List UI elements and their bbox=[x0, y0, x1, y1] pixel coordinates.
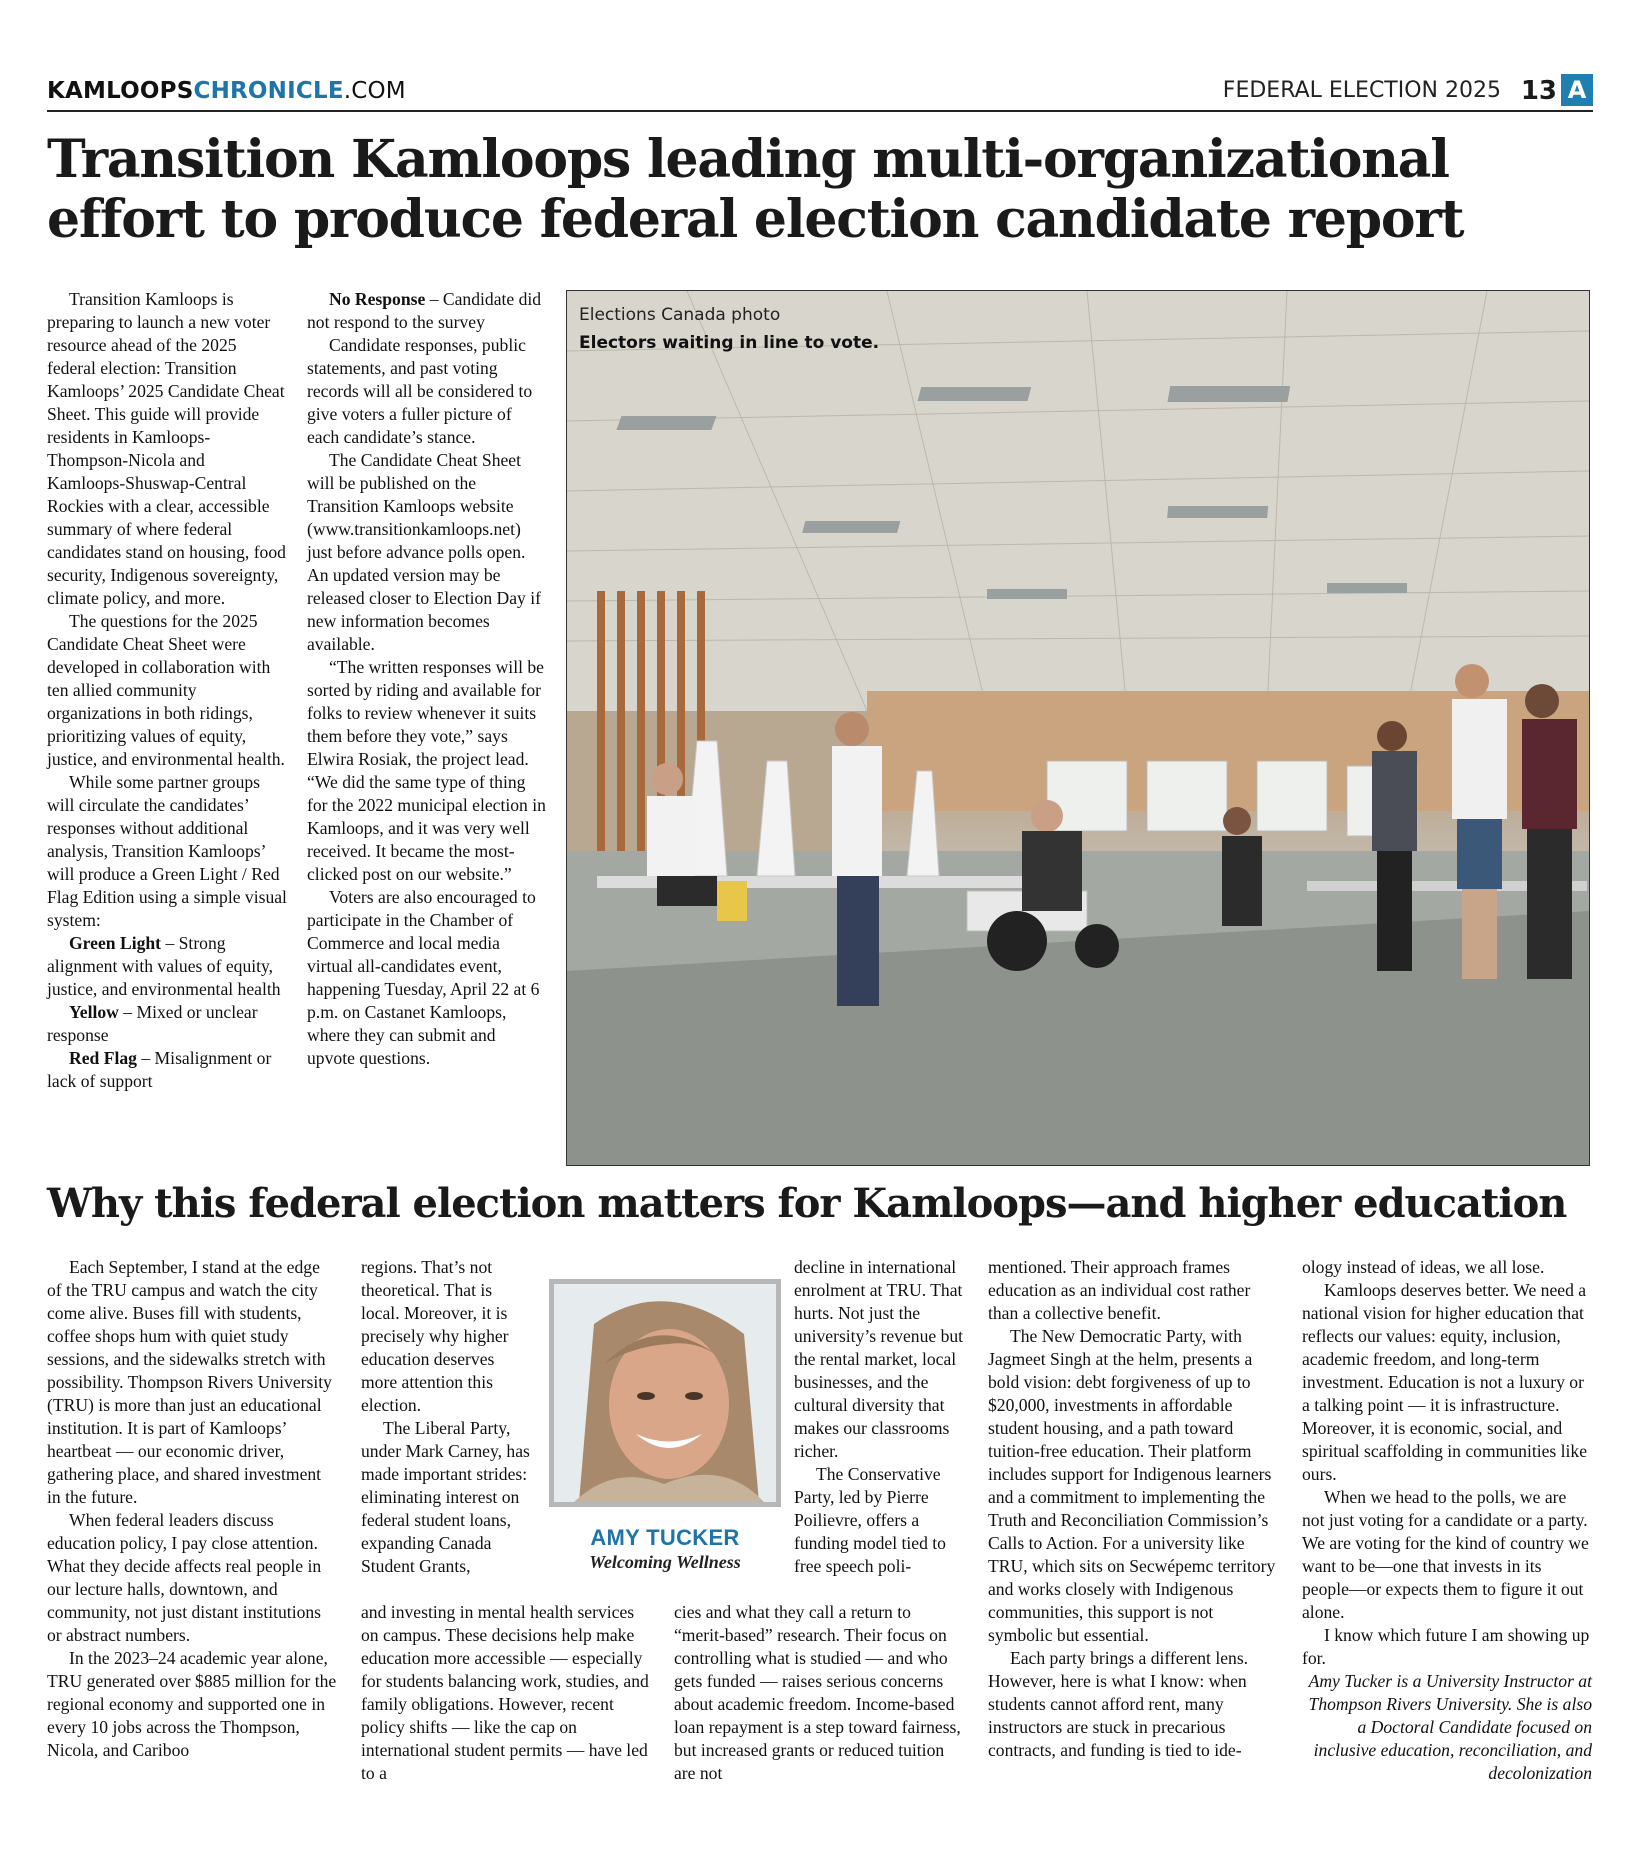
site-name[interactable]: KAMLOOPSCHRONICLE.COM bbox=[47, 78, 406, 104]
paragraph: Each party brings a different lens. However, here is what I know: when students cannot afford rent, many instructors are stuck in precarious contracts, and funding is tied to ide- bbox=[988, 1648, 1249, 1760]
author-photo-illustration bbox=[554, 1284, 776, 1502]
article2-column-2-bottom bbox=[361, 1601, 651, 1785]
polling-station-illustration bbox=[567, 291, 1589, 1165]
paragraph: When we head to the polls, we are not just voting for a candidate or a party. We are voting for the kind of country we want to be—one that invests in its people—or expects them to figure it out alone. bbox=[1302, 1487, 1589, 1622]
election-photo bbox=[566, 290, 1590, 1166]
paragraph: regions. That’s not theoretical. That is local. Moreover, it is precisely why higher education deserves more attention this election. bbox=[361, 1257, 509, 1415]
photo-credit: Elections Canada photo bbox=[579, 305, 781, 325]
article2-column-4 bbox=[988, 1256, 1280, 1762]
page-badge: A bbox=[1561, 74, 1593, 106]
masthead bbox=[47, 76, 1593, 112]
paragraph: The Candidate Cheat Sheet will be published on the Transition Kamloops website (www.transitionkamloops.net) just before advance polls open. An updated version may be released closer to Election Day if new information becomes available. bbox=[307, 450, 541, 654]
paragraph: cies and what they call a return to “merit-based” research. Their focus on controlling what is studied — and who gets funded — raises serious concerns about academic freedom. Income-based loan repayment is a step toward fairness, but increased grants or reduced tuition are not bbox=[674, 1602, 961, 1783]
article2-column-1 bbox=[47, 1256, 337, 1762]
paragraph: decline in international enrolment at TRU. That hurts. Not just the university’s revenue but the rental market, local businesses, and the cultural diversity that makes our classrooms richer. bbox=[794, 1257, 964, 1461]
paragraph: mentioned. Their approach frames education as an individual cost rather than a collective benefit. bbox=[988, 1257, 1251, 1323]
article2-column-3-top bbox=[794, 1256, 964, 1578]
paragraph: I know which future I am showing up for. bbox=[1302, 1625, 1590, 1668]
opinion-headline: Why this federal election matters for Kamloops—and higher education bbox=[47, 1180, 1567, 1227]
paragraph: Each September, I stand at the edge of the TRU campus and watch the city come alive. Buses fill with students, coffee shops hum with quiet study sessions, and the sidewalks stretch with possibility. Thompson Rivers University (TRU) is more than just an educational institution. It is part of Kamloops’ heartbeat — our economic driver, gathering place, and shared investment in the future. bbox=[47, 1257, 332, 1507]
paragraph: The Liberal Party, under Mark Carney, has made important strides: eliminating interest on federal student loans, expanding Canada Student Grants, bbox=[361, 1418, 530, 1576]
article1-column-1 bbox=[47, 288, 287, 1093]
article2-column-2-top bbox=[361, 1256, 531, 1578]
paragraph: “The written responses will be sorted by riding and available for folks to review whenever it suits them before they vote,” says Elwira Rosiak, the project lead. “We did the same type of thing for the 2022 municipal election in Kamloops, and it was very well received. It became the most-clicked post on our website.” bbox=[307, 657, 546, 884]
legend-no-response: No Response – Candidate did not respond to the survey bbox=[307, 289, 542, 332]
legend-green: Green Light – Strong alignment with values of equity, justice, and environmental health bbox=[47, 933, 281, 999]
paragraph: Kamloops deserves better. We need a national vision for higher education that reflects our values: equity, inclusion, academic freedom, and long-term investment. Education is not a luxury or a talking point — it is infrastructure. Moreover, it is economic, social, and spiritual scaffolding in communities like ours. bbox=[1302, 1280, 1588, 1484]
main-headline: Transition Kamloops leading multi-organizational effort to produce federal election candidate report bbox=[47, 129, 1464, 250]
legend-yellow: Yellow – Mixed or unclear response bbox=[47, 1002, 258, 1045]
paragraph: ology instead of ideas, we all lose. bbox=[1302, 1257, 1545, 1277]
author-portrait bbox=[549, 1279, 781, 1507]
paragraph: In the 2023–24 academic year alone, TRU generated over $885 million for the regional economy and supported one in every 10 jobs across the Thompson, Nicola, and Cariboo bbox=[47, 1648, 337, 1760]
section-label: FEDERAL ELECTION 2025 bbox=[1222, 78, 1501, 103]
author-name: AMY TUCKER bbox=[590, 1525, 740, 1550]
legend-red: Red Flag – Misalignment or lack of support bbox=[47, 1048, 272, 1091]
page-number: 13 bbox=[1520, 76, 1557, 106]
paragraph: The Conservative Party, led by Pierre Poilievre, offers a funding model tied to free speech poli- bbox=[794, 1464, 946, 1576]
photo-caption: Electors waiting in line to vote. bbox=[579, 333, 880, 353]
author-bio: Amy Tucker is a University Instructor at Thompson Rivers University. She is also a Doctoral Candidate focused on inclusive education, reconciliation, and decolonization bbox=[1308, 1671, 1592, 1783]
paragraph: Voters are also encouraged to participate in the Chamber of Commerce and local media virtual all-candidates event, happening Tuesday, April 22 at 6 p.m. on Castanet Kamloops, where they can submit and upvote questions. bbox=[307, 887, 540, 1068]
paragraph: Transition Kamloops is preparing to launch a new voter resource ahead of the 2025 federal election: Transition Kamloops’ 2025 Candidate Cheat Sheet. This guide will provide residents in Kamloops-Thompson-Nicola and Kamloops-Shuswap-Central Rockies with a clear, accessible summary of where federal candidates stand on housing, food security, Indigenous sovereignty, climate policy, and more. bbox=[47, 289, 286, 608]
article2-column-3-bottom bbox=[674, 1601, 966, 1785]
paragraph: The New Democratic Party, with Jagmeet Singh at the helm, presents a bold vision: debt forgiveness of up to $20,000, investments in affordable student housing, and a path toward tuition-free education. Their platform includes support for Indigenous learners and a commitment to implementing the Truth and Reconciliation Commission’s Calls to Action. For a university like TRU, which sits on Secwépemc territory and works closely with Indigenous communities, this support is not symbolic but essential. bbox=[988, 1326, 1276, 1645]
paragraph: When federal leaders discuss education policy, I pay close attention. What they decide affects real people in our lecture halls, downtown, and community, not just distant institutions or abstract numbers. bbox=[47, 1510, 322, 1645]
column-name: Welcoming Wellness bbox=[589, 1552, 741, 1572]
paragraph: and investing in mental health services on campus. These decisions help make education more accessible — especially for students balancing work, studies, and family obligations. However, recent policy shifts — like the cap on international student permits — have led to a bbox=[361, 1602, 649, 1783]
paragraph: Candidate responses, public statements, and past voting records will all be considered to give voters a fuller picture of each candidate’s stance. bbox=[307, 335, 533, 447]
paragraph: While some partner groups will circulate the candidates’ responses without additional analysis, Transition Kamloops’ will produce a Green Light / Red Flag Edition using a simple visual system: bbox=[47, 772, 287, 930]
article1-column-2 bbox=[307, 288, 547, 1070]
article2-column-5 bbox=[1302, 1256, 1592, 1785]
paragraph: The questions for the 2025 Candidate Cheat Sheet were developed in collaboration with ten allied community organizations in both ridings, prioritizing values of equity, justice, and environmental health. bbox=[47, 611, 285, 769]
